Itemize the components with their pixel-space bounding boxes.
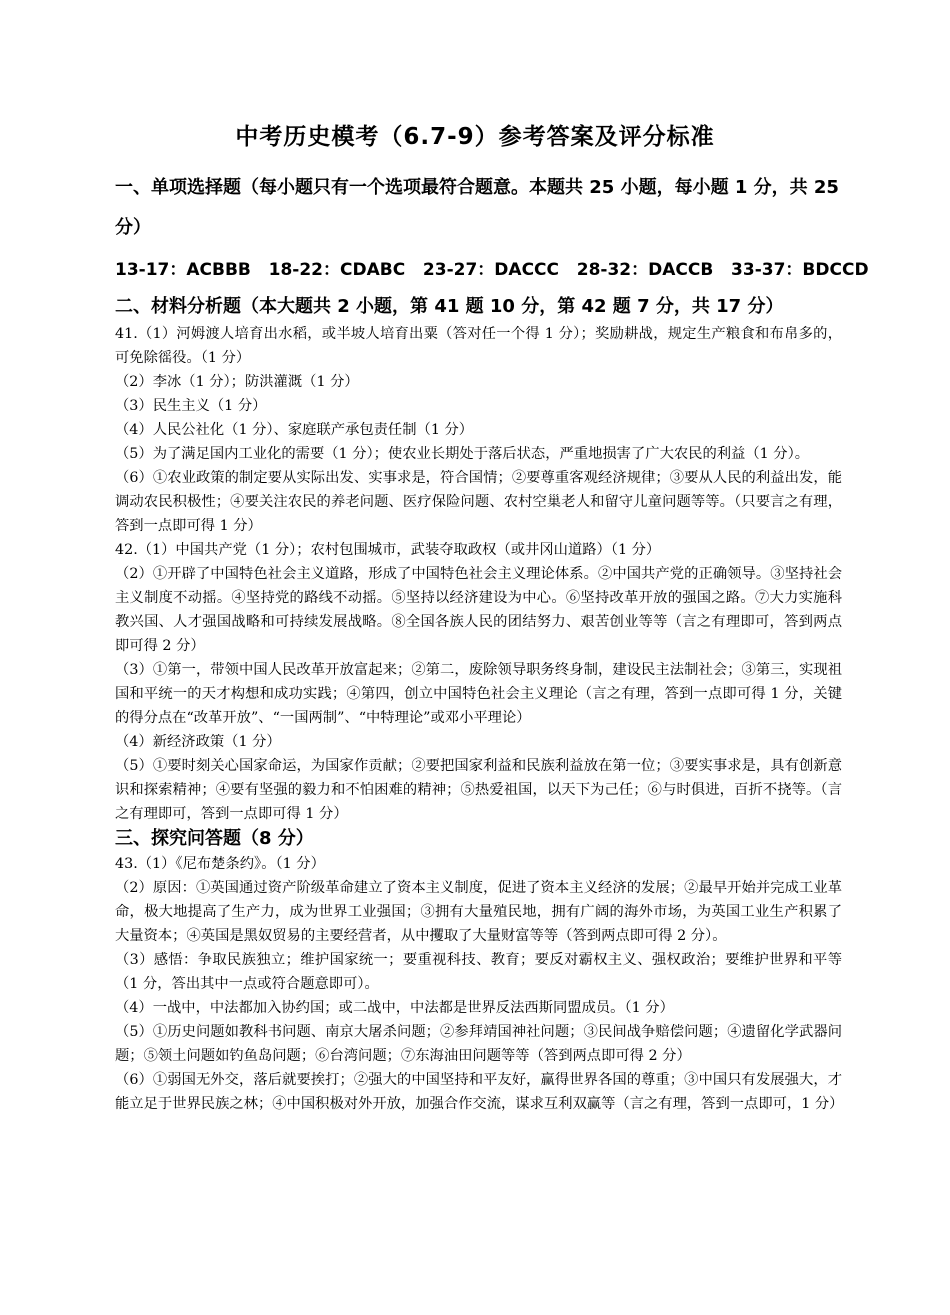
answer-43-3: （3）感悟：争取民族独立；维护国家统一；要重视科技、教育；要反对霸权主义、强权政治；要维护世界和平等（1 分，答出其中一点或符合题意即可）。 <box>115 952 842 992</box>
answer-41-3: （3）民生主义（1 分） <box>115 398 267 414</box>
section-1-heading: 一、单项选择题（每小题只有一个选项最符合题意。本题共 25 小题，每小题 1 分，共 25 分） <box>115 177 839 238</box>
page-title: 中考历史模考（6.7-9）参考答案及评分标准 <box>235 124 715 150</box>
answer-42-4: （4）新经济政策（1 分） <box>115 734 281 750</box>
answer-41-5: （5）为了满足国内工业化的需要（1 分）；使农业长期处于落后状态，严重地损害了广大农民的利益（1 分）。 <box>115 446 810 462</box>
content-body <box>115 168 869 1116</box>
choice-answers: 13-17：ACBBB 18-22：CDABC 23-27：DACCC 28-32：DACCB 33-37：BDCCD <box>115 260 869 280</box>
answer-41-4: （4）人民公社化（1 分）、家庭联产承包责任制（1 分） <box>115 422 474 438</box>
answer-43-2: （2）原因：①英国通过资产阶级革命建立了资本主义制度，促进了资本主义经济的发展；②最早开始并完成工业革命，极大地提高了生产力，成为世界工业强国；③拥有大量殖民地，拥有广阔的海外市场，为英国工业生产积累了大量资本；④英国是黑奴贸易的主要经营者，从中攫取了大量财富等等（答到两点即可得 2 分）。 <box>115 880 842 944</box>
answer-41-2: （2）李冰（1 分）；防洪灌溉（1 分） <box>115 374 359 390</box>
answer-42-2: （2）①开辟了中国特色社会主义道路，形成了中国特色社会主义理论体系。②中国共产党的正确领导。③坚持社会主义制度不动摇。④坚持党的路线不动摇。⑤坚持以经济建设为中心。⑥坚持改革开放的强国之路。⑦大力实施科教兴国、人才强国战略和可持续发展战略。⑧全国各族人民的团结努力、艰苦创业等等（言之有理即可，答到两点即可得 2 分） <box>115 566 842 654</box>
answer-43-5: （5）①历史问题如教科书问题、南京大屠杀问题；②参拜靖国神社问题；③民间战争赔偿问题；④遗留化学武器问题；⑤领土问题如钓鱼岛问题；⑥台湾问题；⑦东海油田问题等等（答到两点即可得 2 分） <box>115 1024 842 1064</box>
answer-41-6: （6）①农业政策的制定要从实际出发、实事求是，符合国情；②要尊重客观经济规律；③要从人民的利益出发，能调动农民积极性；④要关注农民的养老问题、医疗保险问题、农村空巢老人和留守儿童问题等等。（只要言之有理，答到一点即可得 1 分） <box>115 470 842 534</box>
answer-42-5: （5）①要时刻关心国家命运，为国家作贡献；②要把国家利益和民族利益放在第一位；③要实事求是，具有创新意识和探索精神；④要有坚强的毅力和不怕困难的精神；⑤热爱祖国，以天下为己任；⑥与时俱进，百折不挠等。（言之有理即可，答到一点即可得 1 分） <box>115 758 842 822</box>
answer-43-6: （6）①弱国无外交，落后就要挨打；②强大的中国坚持和平友好，赢得世界各国的尊重；③中国只有发展强大，才能立足于世界民族之林；④中国积极对外开放，加强合作交流，谋求互利双赢等（言之有理，答到一点即可，1 分） <box>115 1072 844 1112</box>
section-3-heading: 三、探究问答题（8 分） <box>115 828 314 849</box>
answer-42-1: 42.（1）中国共产党（1 分）；农村包围城市，武装夺取政权（或井冈山道路）（1 分） <box>115 542 661 558</box>
answer-41-1: 41.（1）河姆渡人培育出水稻，或半坡人培育出粟（答对任一个得 1 分）；奖励耕战，规定生产粮食和布帛多的，可免除徭役。（1 分） <box>115 326 842 366</box>
answer-42-3: （3）①第一，带领中国人民改革开放富起来；②第二，废除领导职务终身制，建设民主法制社会；③第三，实现祖国和平统一的天才构想和成功实践；④第四，创立中国特色社会主义理论（言之有理，答到一点即可得 1 分，关键的得分点在“改革开放”、“一国两制”、“中特理论”或邓小平理论） <box>115 662 842 726</box>
section-2-heading: 二、材料分析题（本大题共 2 小题，第 41 题 10 分，第 42 题 7 分，共 17 分） <box>115 296 784 317</box>
answer-43-1: 43.（1）《尼布楚条约》。（1 分） <box>115 856 325 872</box>
answer-43-4: （4）一战中，中法都加入协约国；或二战中，中法都是世界反法西斯同盟成员。（1 分） <box>115 1000 674 1016</box>
